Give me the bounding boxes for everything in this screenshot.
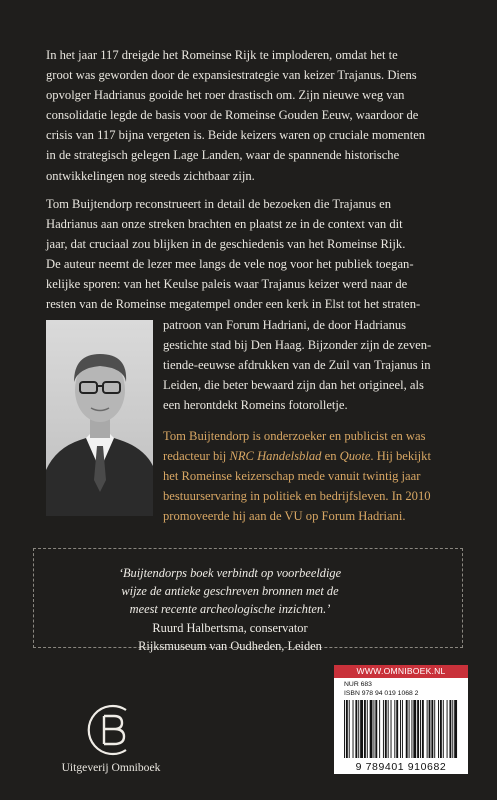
author-bio [163, 426, 463, 526]
text-line: gestichte stad bij Den Haag. Bijzonder zijn de zeven- [163, 338, 432, 353]
isbn-code: ISBN 978 94 019 1068 2 [344, 690, 419, 697]
text-line: Tom Buijtendorp is onderzoeker en publicist en was [163, 429, 426, 443]
attribution-line: Ruurd Halbertsma, conservator [152, 621, 308, 635]
quote-line: wijze de antieke geschreven bronnen met de [121, 584, 339, 598]
text-line: groot was geworden door de expansiestrategie van keizer Trajanus. Diens [46, 68, 417, 83]
text-line: ontwikkelingen nog steeds zichtbaar zijn. [46, 168, 255, 183]
publisher-url: WWW.OMNIBOEK.NL [334, 665, 468, 678]
barcode-digits: 9 789401 910682 [355, 761, 447, 773]
summary-paragraph [46, 194, 464, 315]
text-line: Tom Buijtendorp reconstrueert in detail de bezoeken die Trajanus en [46, 197, 391, 211]
nrc-handelsblad-title: NRC Handelsblad [229, 449, 322, 464]
text-line: opvolger Hadrianus gooide het roer drastisch om. Zijn nieuwe weg van [46, 88, 405, 103]
text-line: patroon van Forum Hadriani, de door Hadrianus [163, 318, 407, 332]
quote-line: meest recente archeologische inzichten.’ [129, 602, 331, 616]
text-line: jaar, dat cruciaal zou blijken in de geschiedenis van het Romeinse Rijk. [46, 237, 406, 252]
quote-attribution [50, 619, 410, 655]
text-line: consolidatie legde de basis voor de Romeinse Gouden Eeuw, waardoor de [46, 108, 419, 123]
text-line: promoveerde hij aan de VU op Forum Hadriani. [163, 509, 406, 524]
intro-paragraph [46, 45, 464, 186]
text-line: tiende-eeuwse afdrukken van de Zuil van Trajanus in [163, 358, 431, 373]
publisher-name: Uitgeverij Omniboek [61, 761, 161, 774]
text-fragment: en [321, 449, 340, 464]
text-fragment: redacteur bij [163, 449, 230, 464]
nur-code: NUR 683 [344, 681, 372, 688]
text-fragment: . Hij bekijkt [370, 449, 431, 464]
text-line: In het jaar 117 dreigde het Romeinse Rijk te imploderen, omdat het te [46, 48, 398, 62]
endorsement-quote [50, 564, 410, 618]
text-line: crisis van 117 bijna vergeten is. Beide keizers waren op cruciale momenten [46, 128, 426, 143]
barcode-icon [342, 700, 460, 758]
text-line: kelijke sporen: van het Keulse paleis waar Trajanus keizer werd naar de [46, 277, 408, 292]
text-line [163, 446, 463, 466]
barcode-block [334, 665, 468, 774]
text-line: resten van de Romeinse megatempel onder een kerk in Elst tot het straten- [46, 297, 421, 312]
summary-paragraph-wrap [163, 315, 463, 415]
text-line: Hadrianus aan onze streken brachten en plaatst ze in de context van dit [46, 217, 403, 232]
text-line: De auteur neemt de lezer mee langs de vele nog voor het publiek toegan- [46, 257, 414, 272]
attribution-line: Rijksmuseum van Oudheden, Leiden [138, 639, 322, 653]
quote-line: ‘Buijtendorps boek verbindt op voorbeeldige [118, 566, 342, 580]
text-line: een herontdekt Romeins fotorolletje. [163, 398, 348, 413]
text-line: het Romeinse keizerschap mede vanuit twintig jaar [163, 469, 421, 484]
text-line: in de strategisch gelegen Lage Landen, waar de spannende historische [46, 148, 400, 163]
text-line: Leiden, die beter bewaard zijn dan het origineel, als [163, 378, 424, 393]
quote-magazine-title: Quote [339, 449, 371, 464]
text-line: bestuurservaring in politiek en bedrijfsleven. In 2010 [163, 489, 431, 504]
author-photo [46, 320, 153, 516]
omniboek-logo-icon [76, 702, 146, 758]
